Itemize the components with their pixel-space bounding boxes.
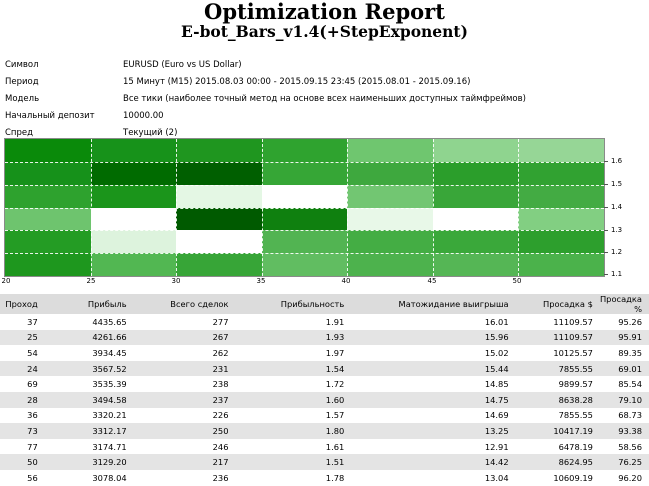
heatmap-cell	[5, 253, 91, 276]
heatmap-cell	[262, 185, 348, 208]
cell-profit-factor: 1.97	[236, 345, 352, 361]
cell-total-trades: 262	[134, 345, 236, 361]
cell-profit-factor: 1.61	[236, 439, 352, 455]
cell-pass: 77	[0, 439, 45, 455]
cell-pass: 56	[0, 470, 45, 486]
heatmap-cell	[262, 230, 348, 253]
heatmap-cell	[347, 162, 433, 185]
grid-line	[91, 139, 92, 276]
col-header-profit-factor[interactable]: Прибыльность	[236, 294, 352, 314]
heatmap-cell	[262, 162, 348, 185]
cell-drawdown-usd: 11109.57	[516, 314, 600, 330]
cell-drawdown-usd: 11109.57	[516, 330, 600, 346]
cell-pass: 37	[0, 314, 45, 330]
cell-drawdown-pct: 79.10	[600, 392, 649, 408]
info-value: Все тики (наиболее точный метод на основе всех наименьших доступных таймфреймов)	[123, 94, 526, 104]
cell-profit-factor: 1.72	[236, 376, 352, 392]
heatmap-cell	[518, 208, 604, 231]
col-header-drawdown-pct[interactable]: Просадка %	[600, 294, 649, 314]
info-value: Текущий (2)	[123, 128, 178, 138]
heatmap-cell	[176, 139, 262, 162]
grid-line	[176, 139, 177, 276]
heatmap-cell	[347, 139, 433, 162]
x-tick-label: 25	[86, 277, 96, 285]
cell-profit: 3320.21	[45, 408, 134, 424]
cell-profit: 4261.66	[45, 330, 134, 346]
cell-profit-factor: 1.60	[236, 392, 352, 408]
y-tick-label: 1.2	[611, 248, 623, 256]
heatmap-cell	[91, 162, 177, 185]
heatmap-cell	[518, 185, 604, 208]
y-tick-mark	[604, 184, 608, 185]
y-tick-label: 1.5	[611, 180, 623, 188]
heatmap-cell	[176, 162, 262, 185]
heatmap-cell	[262, 139, 348, 162]
cell-profit: 3174.71	[45, 439, 134, 455]
table-row[interactable]	[0, 439, 649, 455]
info-label: Спред	[5, 128, 33, 138]
cell-total-trades: 250	[134, 423, 236, 439]
cell-drawdown-usd: 10417.19	[516, 423, 600, 439]
y-tick-label: 1.3	[611, 226, 623, 234]
cell-total-trades: 236	[134, 470, 236, 486]
grid-line	[433, 139, 434, 276]
heatmap-cell	[433, 139, 519, 162]
heatmap-cell	[518, 139, 604, 162]
heatmap-cell	[433, 185, 519, 208]
cell-pass: 28	[0, 392, 45, 408]
cell-profit: 3129.20	[45, 454, 134, 470]
cell-pass: 73	[0, 423, 45, 439]
cell-expected-payoff: 15.02	[351, 345, 515, 361]
heatmap-cell	[5, 230, 91, 253]
info-value: EURUSD (Euro vs US Dollar)	[123, 60, 242, 70]
heatmap-cell	[5, 208, 91, 231]
heatmap-cell	[91, 230, 177, 253]
y-tick-mark	[604, 207, 608, 208]
y-tick-mark	[604, 274, 608, 275]
heatmap-cell	[5, 139, 91, 162]
cell-expected-payoff: 13.04	[351, 470, 515, 486]
grid-line	[5, 162, 604, 163]
heatmap-cell	[91, 139, 177, 162]
cell-expected-payoff: 12.91	[351, 439, 515, 455]
cell-expected-payoff: 13.25	[351, 423, 515, 439]
cell-profit-factor: 1.57	[236, 408, 352, 424]
heatmap-cell	[5, 185, 91, 208]
cell-drawdown-pct: 95.91	[600, 330, 649, 346]
grid-line	[5, 253, 604, 254]
x-tick-label: 40	[341, 277, 351, 285]
table-row[interactable]	[0, 454, 649, 470]
col-header-profit[interactable]: Прибыль	[45, 294, 134, 314]
cell-pass: 36	[0, 408, 45, 424]
info-label: Модель	[5, 94, 40, 104]
table-row[interactable]	[0, 392, 649, 408]
grid-line	[518, 139, 519, 276]
cell-drawdown-usd: 7855.55	[516, 408, 600, 424]
info-label: Начальный депозит	[5, 111, 95, 121]
grid-line	[5, 230, 604, 231]
cell-total-trades: 246	[134, 439, 236, 455]
cell-expected-payoff: 14.75	[351, 392, 515, 408]
table-row[interactable]	[0, 361, 649, 377]
cell-total-trades: 231	[134, 361, 236, 377]
heatmap-cell	[91, 185, 177, 208]
table-row[interactable]	[0, 376, 649, 392]
cell-drawdown-pct: 69.01	[600, 361, 649, 377]
heatmap-cell	[433, 208, 519, 231]
cell-pass: 25	[0, 330, 45, 346]
cell-profit: 3312.17	[45, 423, 134, 439]
heatmap-cell	[5, 162, 91, 185]
cell-total-trades: 217	[134, 454, 236, 470]
cell-total-trades: 277	[134, 314, 236, 330]
info-label: Символ	[5, 60, 39, 70]
cell-drawdown-pct: 85.54	[600, 376, 649, 392]
heatmap-cell	[91, 208, 177, 231]
col-header-total-trades[interactable]: Всего сделок	[134, 294, 236, 314]
col-header-expected-payoff[interactable]: Матожидание выигрыша	[351, 294, 515, 314]
results-table	[0, 294, 649, 486]
x-tick-label: 50	[512, 277, 522, 285]
cell-drawdown-usd: 10125.57	[516, 345, 600, 361]
cell-drawdown-pct: 93.38	[600, 423, 649, 439]
cell-profit-factor: 1.80	[236, 423, 352, 439]
results-body	[0, 314, 649, 486]
cell-drawdown-pct: 76.25	[600, 454, 649, 470]
heatmap-cell	[176, 208, 262, 231]
heatmap-cell	[433, 253, 519, 276]
y-tick-label: 1.6	[611, 157, 623, 165]
cell-profit: 3567.52	[45, 361, 134, 377]
cell-profit-factor: 1.51	[236, 454, 352, 470]
report-subtitle: E-bot_Bars_v1.4(+StepExponent)	[181, 22, 468, 41]
grid-line	[5, 185, 604, 186]
info-value: 15 Минут (M15) 2015.08.03 00:00 - 2015.09.15 23:45 (2015.08.01 - 2015.09.16)	[123, 77, 471, 87]
cell-drawdown-usd: 10609.19	[516, 470, 600, 486]
y-tick-mark	[604, 230, 608, 231]
cell-expected-payoff: 14.69	[351, 408, 515, 424]
y-tick-mark	[604, 252, 608, 253]
cell-drawdown-pct: 89.35	[600, 345, 649, 361]
heatmap-cell	[518, 162, 604, 185]
cell-expected-payoff: 16.01	[351, 314, 515, 330]
heatmap-cell	[262, 208, 348, 231]
col-header-drawdown-usd[interactable]: Просадка $	[516, 294, 600, 314]
cell-drawdown-usd: 7855.55	[516, 361, 600, 377]
grid-line	[347, 139, 348, 276]
heatmap-cell	[518, 230, 604, 253]
cell-drawdown-usd: 8624.95	[516, 454, 600, 470]
y-tick-mark	[604, 161, 608, 162]
cell-total-trades: 237	[134, 392, 236, 408]
cell-profit: 3934.45	[45, 345, 134, 361]
cell-pass: 54	[0, 345, 45, 361]
x-tick-label: 35	[256, 277, 266, 285]
cell-expected-payoff: 15.44	[351, 361, 515, 377]
table-row[interactable]	[0, 423, 649, 439]
cell-profit-factor: 1.78	[236, 470, 352, 486]
table-header-row	[0, 294, 649, 314]
heatmap-cell	[347, 230, 433, 253]
cell-total-trades: 267	[134, 330, 236, 346]
heatmap-cell	[262, 253, 348, 276]
cell-drawdown-pct: 95.26	[600, 314, 649, 330]
cell-total-trades: 226	[134, 408, 236, 424]
cell-pass: 69	[0, 376, 45, 392]
heatmap-cell	[347, 185, 433, 208]
cell-total-trades: 238	[134, 376, 236, 392]
cell-profit: 3535.39	[45, 376, 134, 392]
x-tick-label: 20	[1, 277, 11, 285]
cell-drawdown-pct: 96.20	[600, 470, 649, 486]
col-header-pass[interactable]: Проход	[0, 294, 45, 314]
x-tick-label: 30	[171, 277, 181, 285]
cell-profit: 3078.04	[45, 470, 134, 486]
cell-expected-payoff: 14.85	[351, 376, 515, 392]
heatmap-cell	[176, 185, 262, 208]
info-value: 10000.00	[123, 111, 164, 121]
table-row[interactable]	[0, 470, 649, 486]
cell-drawdown-pct: 58.56	[600, 439, 649, 455]
heatmap-cell	[347, 208, 433, 231]
cell-profit: 3494.58	[45, 392, 134, 408]
heatmap-cell	[176, 230, 262, 253]
cell-pass: 50	[0, 454, 45, 470]
grid-line	[5, 208, 604, 209]
cell-expected-payoff: 14.42	[351, 454, 515, 470]
cell-pass: 24	[0, 361, 45, 377]
grid-line	[262, 139, 263, 276]
cell-profit-factor: 1.93	[236, 330, 352, 346]
cell-drawdown-pct: 68.73	[600, 408, 649, 424]
cell-drawdown-usd: 9899.57	[516, 376, 600, 392]
cell-profit-factor: 1.91	[236, 314, 352, 330]
table-row[interactable]	[0, 330, 649, 346]
y-tick-label: 1.1	[611, 270, 623, 278]
heatmap-cell	[347, 253, 433, 276]
table-row[interactable]	[0, 408, 649, 424]
info-label: Период	[5, 77, 39, 87]
table-row[interactable]	[0, 314, 649, 330]
y-tick-label: 1.4	[611, 203, 623, 211]
x-tick-label: 45	[427, 277, 437, 285]
heatmap-cell	[518, 253, 604, 276]
cell-drawdown-usd: 8638.28	[516, 392, 600, 408]
heatmap-cell	[433, 162, 519, 185]
heatmap-cell	[176, 253, 262, 276]
heatmap-cell	[91, 253, 177, 276]
cell-expected-payoff: 15.96	[351, 330, 515, 346]
cell-profit-factor: 1.54	[236, 361, 352, 377]
cell-drawdown-usd: 6478.19	[516, 439, 600, 455]
optimization-heatmap	[4, 138, 605, 277]
table-row[interactable]	[0, 345, 649, 361]
cell-profit: 4435.65	[45, 314, 134, 330]
report-title: Optimization Report	[204, 0, 445, 24]
heatmap-cell	[433, 230, 519, 253]
